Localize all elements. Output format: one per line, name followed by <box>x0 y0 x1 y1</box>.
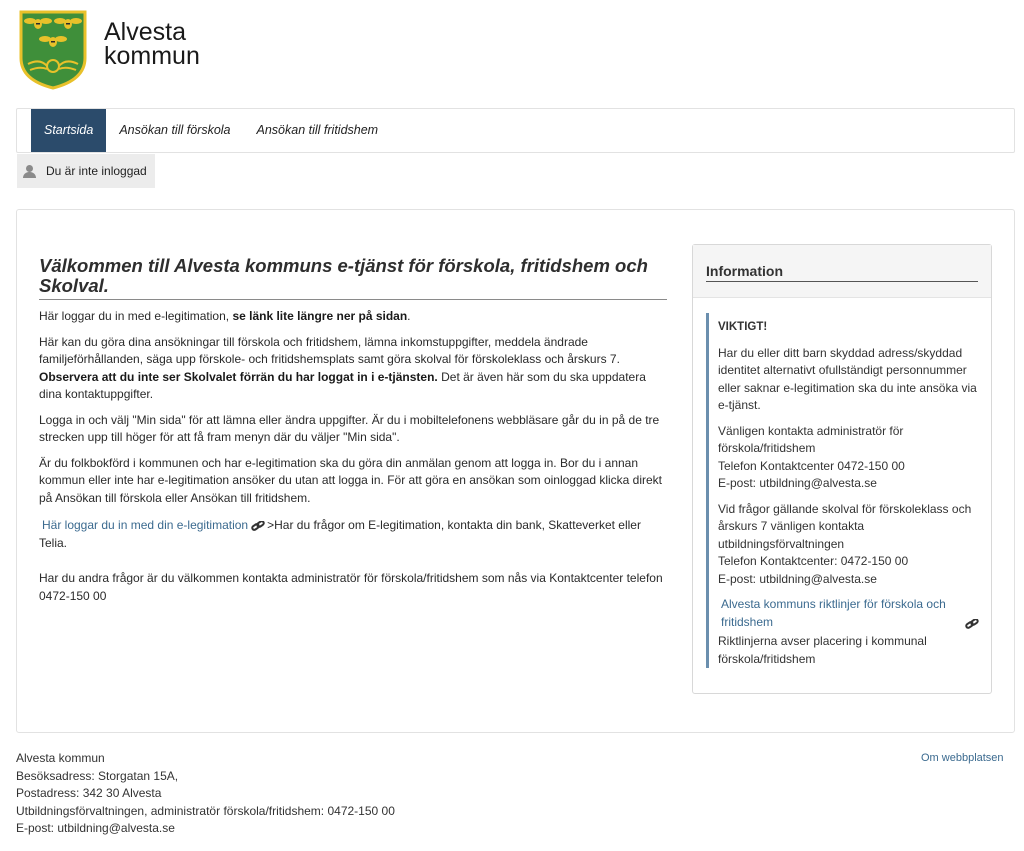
contact-paragraph: Har du andra frågor är du välkommen kontakta administratör för förskola/fritidshem som nås via Kontaktcenter telefon 0472-150 00 <box>39 571 663 603</box>
important-label: VIKTIGT! <box>718 321 768 333</box>
nav-item-startsida[interactable]: Startsida <box>31 109 106 152</box>
information-box <box>692 244 992 694</box>
guidelines-description: Riktlinjerna avser placering i kommunal förskola/fritidshem <box>718 634 927 666</box>
information-body <box>706 313 981 668</box>
information-title: Information <box>706 263 978 282</box>
link-chain-icon <box>965 619 979 629</box>
school-choice-contact <box>718 501 981 589</box>
footer-visit-address: Besöksadress: Storgatan 15A, <box>16 768 179 783</box>
footer-postal-address: Postadress: 342 30 Alvesta <box>16 786 162 800</box>
preschool-contact-email: E-post: utbildning@alvesta.se <box>718 476 877 490</box>
brand-line-1: Alvesta <box>104 18 186 46</box>
preschool-contact-phone: Telefon Kontaktcenter 0472-150 00 <box>718 458 905 473</box>
guidelines-link[interactable]: Alvesta kommuns riktlinjer för förskola och fritidshem <box>721 597 946 629</box>
brand-line-2: kommun <box>104 42 200 70</box>
footer-org-name: Alvesta kommun <box>16 751 105 765</box>
services-bold-text: Observera att du inte ser Skolvalet förrän du har loggat in i e-tjänsten. <box>39 369 438 384</box>
min-sida-paragraph: Logga in och välj "Min sida" för att lämna eller ändra uppgifter. Är du i mobiltelefonens webbläsare går du in på de tre strecken upp till höger för att få fram menyn där du väljer "Min sida". <box>39 412 660 444</box>
login-link-paragraph <box>39 517 667 552</box>
school-choice-contact-phone: Telefon Kontaktcenter: 0472-150 00 <box>718 554 909 568</box>
page-title: Välkommen till Alvesta kommuns e-tjänst för förskola, fritidshem och Skolval. <box>39 256 667 300</box>
e-legitimation-help-text: >Har du frågor om E-legitimation, kontakta din bank, Skatteverket eller Telia. <box>39 518 641 550</box>
footer-email: E-post: utbildning@alvesta.se <box>16 821 175 835</box>
intro-paragraph <box>39 308 667 326</box>
login-status[interactable] <box>17 154 155 188</box>
welcome-content <box>39 256 667 605</box>
intro-text-end: . <box>407 309 411 323</box>
school-choice-contact-email: E-post: utbildning@alvesta.se <box>718 571 877 586</box>
services-text: Här kan du göra dina ansökningar till förskola och fritidshem, lämna inkomstuppgifter, meddela ändrade familjeförhållanden, säga upp förskole- och fritidshemsplats samt göra skolval för förskoleklass och årskurs 7. <box>39 334 620 366</box>
intro-text: Här loggar du in med e-legitimation, <box>39 309 233 323</box>
footer-admin-phone: Utbildningsförvaltningen, administratör förskola/fritidshem: 0472-150 00 <box>16 803 395 818</box>
e-legitimation-login-link[interactable]: Här loggar du in med din e-legitimation <box>42 518 249 532</box>
guidelines-link-row <box>718 596 981 631</box>
nav-item-ansokan-forskola[interactable]: Ansökan till förskola <box>119 123 231 137</box>
link-chain-icon <box>251 521 265 531</box>
school-choice-contact-text: Vid frågor gällande skolval för förskoleklass och årskurs 7 vänligen kontakta utbildningsförvaltningen <box>718 501 972 551</box>
brand-name[interactable] <box>104 20 200 68</box>
main-nav <box>16 108 1015 153</box>
site-footer <box>16 750 395 838</box>
services-text-end: Det är även här som du ska uppdatera dina kontaktuppgifter. <box>39 369 646 401</box>
intro-bold-text: se länk lite längre ner på sidan <box>232 309 408 323</box>
coat-of-arms-bees-icon[interactable] <box>18 10 88 90</box>
nav-item-ansokan-fritidshem[interactable]: Ansökan till fritidshem <box>256 123 379 137</box>
about-website-link[interactable]: Om webbplatsen <box>921 752 1004 764</box>
user-icon <box>23 165 36 178</box>
main-panel <box>16 209 1015 733</box>
preschool-contact <box>718 423 981 493</box>
preschool-contact-text: Vänligen kontakta administratör för förskola/fritidshem <box>718 423 904 455</box>
protected-identity-text: Har du eller ditt barn skyddad adress/skyddad identitet alternativt ofullständigt personnummer eller saknar e-legitimation ska du inte ansöka via e-tjänst. <box>718 345 977 412</box>
site-header <box>18 10 200 90</box>
services-paragraph <box>39 334 667 404</box>
registration-paragraph: Är du folkbokförd i kommunen och har e-legitimation ska du göra din anmälan genom att logga in. Bor du i annan kommun eller inte har e-legitimation ansöker du utan att logga in. För att göra en ansökan som oinloggad klicka direkt på Ansökan till förskola eller Ansökan till fritidshem. <box>39 455 663 505</box>
information-header <box>693 245 991 298</box>
login-status-text: Du är inte inloggad <box>46 164 147 178</box>
